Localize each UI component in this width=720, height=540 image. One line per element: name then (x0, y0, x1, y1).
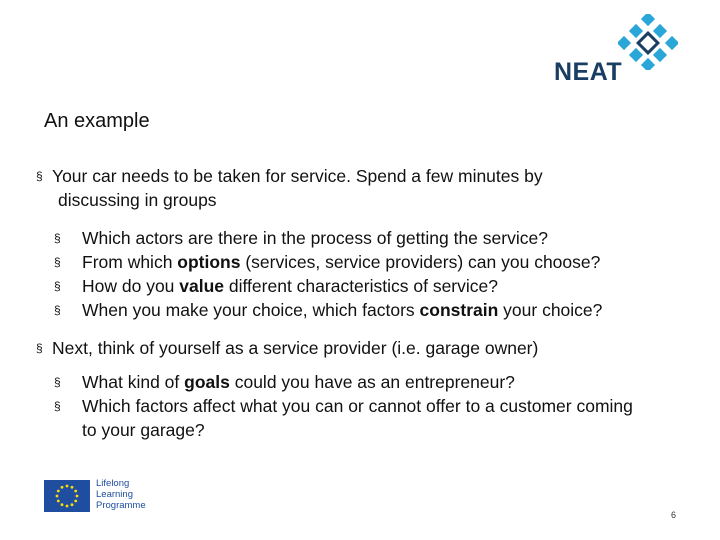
slide-title: An example (44, 110, 150, 132)
bullet-item (36, 336, 696, 360)
sub-bullet-text-post: could you have as an entrepreneur? (229, 372, 515, 392)
bullet-marker: § (54, 399, 61, 413)
sub-bullet-item (46, 250, 706, 274)
page-number: 6 (670, 510, 676, 520)
programme-line: Learning (96, 489, 133, 500)
neat-logo (554, 14, 678, 84)
sub-bullet-bold: constrain (419, 300, 499, 320)
bullet-marker: § (54, 255, 61, 269)
logo-diamond-icon (618, 14, 678, 70)
bullet-marker: § (54, 231, 61, 245)
programme-line: Programme (96, 500, 146, 511)
sub-bullet-text-post: (services, service providers) can you choose? (240, 252, 601, 272)
sub-bullet-text-post: your choice? (498, 300, 603, 320)
sub-bullet-text: How do you (82, 276, 180, 296)
bullet-text-cont: discussing in groups (58, 190, 217, 210)
sub-bullet-bold: goals (184, 372, 230, 392)
sub-bullet-item (46, 394, 706, 442)
sub-bullet-text: Which actors are there in the process of getting the service? (82, 228, 548, 248)
bullet-marker: § (54, 303, 61, 317)
sub-bullet-text: What kind of (82, 372, 185, 392)
bullet-item (36, 164, 696, 212)
bullet-marker: § (54, 279, 61, 293)
sub-bullet-text: When you make your choice, which factors (82, 300, 420, 320)
sub-bullet-text: Which factors affect what you can or cannot offer to a customer coming (82, 396, 633, 416)
sub-bullet-text-cont: to your garage? (82, 420, 205, 440)
sub-bullet-item (46, 298, 706, 322)
bullet-marker: § (54, 375, 61, 389)
sub-bullet-item (46, 274, 706, 298)
sub-bullet-item (46, 226, 706, 250)
bullet-list (36, 164, 696, 442)
bullet-text: Your car needs to be taken for service. Spend a few minutes by (52, 166, 543, 186)
sub-bullet-item (46, 370, 706, 394)
bullet-marker: § (36, 169, 43, 183)
bullet-marker: § (36, 341, 43, 355)
programme-label (96, 478, 146, 511)
logo-text: NEAT (554, 58, 623, 86)
eu-flag-icon (44, 480, 90, 512)
sub-bullet-bold: value (179, 276, 225, 296)
bullet-text: Next, think of yourself as a service provider (i.e. garage owner) (52, 338, 539, 358)
sub-bullet-text-post: different characteristics of service? (224, 276, 498, 296)
lifelong-learning-logo (44, 478, 154, 514)
sub-bullet-bold: options (177, 252, 241, 272)
sub-bullet-text: From which (82, 252, 178, 272)
programme-line: Lifelong (96, 478, 130, 489)
